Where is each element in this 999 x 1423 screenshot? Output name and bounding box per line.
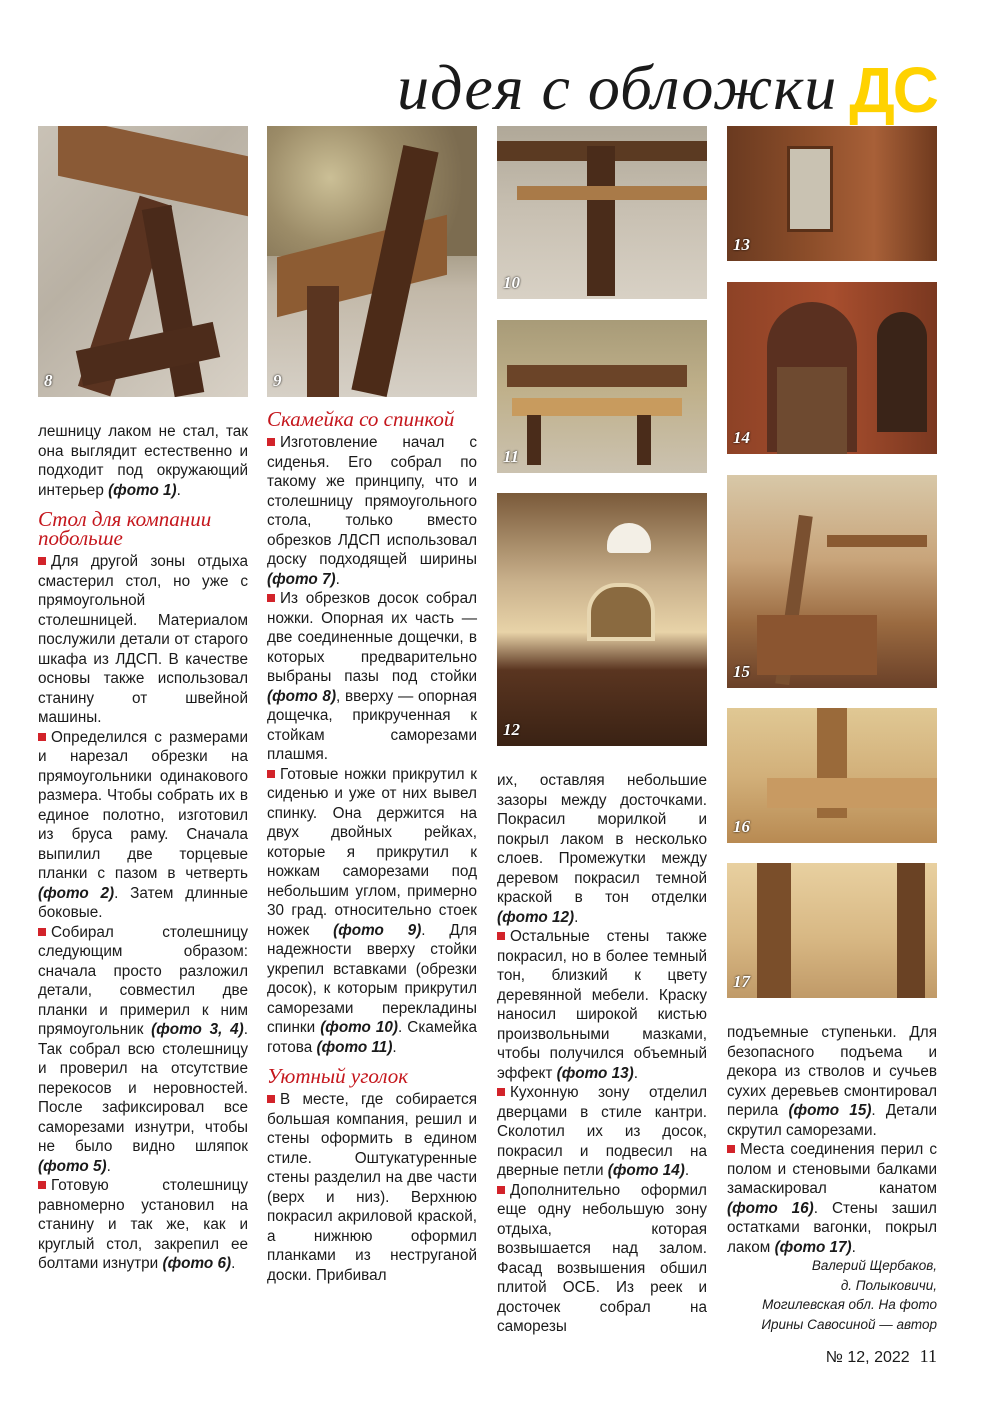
paragraph: Изготовление начал с сиденья. Его собрал по такому же принципу, что и столешницу прямоугольного стола, только вместо обрезков ЛДСП использовал доску подходящей ширины (фото 7).	[267, 434, 477, 588]
photo-number: 17	[733, 972, 750, 991]
column-3	[497, 771, 707, 1337]
photo-15	[727, 475, 937, 688]
paragraph: Из обрезков досок собрал ножки. Опорная их часть — две соединенные дощечки, в которых предварительно выбраны пазы под стойки (фото 8), вверху — опорная дощечка, прикрученная к стойкам саморезами плашмя.	[267, 590, 478, 763]
paragraph: Готовую столешницу равномерно установил на станину и так же, как и круглый стол, закрепил ее болтами изнутри (фото 6).	[38, 1177, 248, 1272]
photo-number: 9	[273, 371, 282, 390]
photo-9	[267, 126, 477, 397]
paragraph: Для другой зоны отдыха смастерил стол, но уже с прямоугольной столешницей. Материалом послужили детали от старого шкафа из ЛДСП. В качестве основы также использовал станину от швейной машины.	[38, 553, 248, 726]
author-signature: Валерий Щербаков, д. Полыковичи, Могилевская обл. На фото Ирины Савосиной — автор	[761, 1258, 937, 1332]
magazine-logo: ДС	[849, 54, 937, 126]
photo-11	[497, 320, 707, 473]
paragraph: лешницу лаком не стал, так она выглядит естественно и подходит под окружающий интерьер (фото 1).	[38, 423, 248, 499]
photo-12	[497, 493, 707, 746]
photo-ref: (фото 14)	[607, 1162, 685, 1179]
section-title: идея с обложки	[397, 52, 838, 123]
paragraph: Кухонную зону отделил дверцами в стиле кантри. Сколотил их из досок, покрасил и подвесил на дверные петли (фото 14).	[497, 1084, 707, 1179]
paragraph: Собирал столешницу следующим образом: сначала просто разложил детали, совместил две планки и примерил к ним прямоугольник (фото 3, 4). Так собрал всю столешницу и проверил на отсутствие перекосов и неровностей. После зафиксировал все саморезами изнутри, чтобы не было видно шляпок (фото 5).	[38, 923, 249, 1175]
subheading: Уютный уголок	[267, 1064, 409, 1088]
bullet-icon	[497, 1186, 505, 1194]
photo-ref: (фото 9)	[333, 921, 422, 939]
column-4	[727, 1023, 937, 1257]
paragraph: Готовые ножки прикрутил к сиденью и уже от них вывел спинку. Она держится на двух двойных рейках, которые я прикрутил к ножкам саморезами под небольшим углом, примерно 30 град. относительно стоек ножек (фото 9). Для надежности вверху стойки укрепил вставками (обрезки досок), к которым прикрутил саморезами перекладины спинки (фото 10). Скамейка готова (фото 11).	[267, 765, 477, 1056]
photo-14	[727, 282, 937, 454]
photo-ref: (фото 10)	[320, 1019, 399, 1036]
bullet-icon	[38, 928, 46, 936]
bullet-icon	[727, 1145, 735, 1153]
paragraph: Дополнительно оформил еще одну небольшую зону отдыха, которая возвышается над залом. Фасад возвышения обшил плитой ОСБ. Из реек и досточек собрал на саморезы	[497, 1181, 707, 1335]
paragraph: Остальные стены также покрасил, но в более темный тон, близкий к цвету деревянной мебели. Краску наносил широкой кистью произвольными мазками, чтобы получился объемный эффект (фото 13).	[497, 928, 707, 1082]
photo-ref: (фото 8)	[267, 687, 337, 705]
subheading: Скамейка со спинкой	[267, 407, 455, 431]
photo-ref: (фото 11)	[316, 1038, 393, 1056]
paragraph: их, оставляя небольшие зазоры между досточками. Покрасил морилкой и покрыл лаком в несколько слоев. Промежутки между деревом покрасил темной краской в тон отделки (фото 12).	[497, 772, 707, 926]
bullet-icon	[38, 557, 46, 565]
photo-ref: (фото 15)	[788, 1102, 872, 1119]
photo-ref: (фото 12)	[497, 908, 575, 926]
photo-13	[727, 126, 937, 261]
bullet-icon	[497, 1088, 505, 1096]
column-1	[38, 422, 248, 1274]
paragraph: Определился с размерами и нарезал обрезки на прямоугольники одинакового размера. Чтобы собрать их в единое полотно, изготовил из бруса раму. Сначала выпилил две торцевые планки с пазом в четверть (фото 2). Затем длинные боковые.	[38, 728, 249, 921]
paragraph: Места соединения перил с полом и стеновыми балками замаскировал канатом (фото 16). Стены зашил остатками вагонки, покрыл лаком (фото 17).	[727, 1141, 937, 1256]
photo-16	[727, 708, 937, 843]
section-header	[397, 50, 937, 126]
issue-number: № 12, 2022	[825, 1349, 910, 1366]
photo-17	[727, 863, 937, 998]
column-2	[267, 407, 478, 1285]
paragraph: В месте, где собирается большая компания, решил и стены оформить в едином стиле. Оштукатуренные стены разделил на две части (верх и низ). Верхнюю покрасил акриловой краской, а нижнюю оформил планками из неструганой доски. Прибивал	[267, 1091, 477, 1284]
photo-ref: (фото 17)	[774, 1238, 852, 1256]
photo-ref: (фото 13)	[556, 1064, 634, 1082]
bullet-icon	[267, 1095, 275, 1103]
paragraph: подъемные ступеньки. Для безопасного подъема и декора из стволов и сучьев сухих деревьев смонтировал перила (фото 15). Детали скрутил саморезами.	[727, 1024, 937, 1139]
photo-ref: (фото 3, 4)	[151, 1021, 244, 1038]
page-footer	[826, 1346, 937, 1367]
photo-ref: (фото 1)	[108, 481, 177, 499]
photo-number: 16	[733, 817, 750, 836]
photo-number: 10	[503, 273, 520, 292]
photo-ref: (фото 7)	[267, 570, 336, 588]
photo-number: 14	[733, 428, 750, 447]
photo-number: 12	[503, 720, 520, 739]
photo-number: 13	[733, 235, 750, 254]
bullet-icon	[38, 733, 46, 741]
photo-ref: (фото 6)	[162, 1255, 232, 1272]
bullet-icon	[267, 594, 275, 602]
photo-10	[497, 126, 707, 299]
bullet-icon	[267, 438, 275, 446]
bullet-icon	[497, 932, 505, 940]
photo-ref: (фото 16)	[727, 1199, 814, 1217]
page-number: 11	[919, 1346, 937, 1366]
subheading: Стол для компании побольше	[38, 507, 212, 550]
photo-number: 15	[733, 662, 750, 681]
bullet-icon	[267, 770, 275, 778]
photo-ref: (фото 5)	[38, 1157, 107, 1175]
photo-number: 11	[503, 447, 520, 466]
photo-8	[38, 126, 248, 397]
photo-number: 8	[44, 371, 53, 390]
bullet-icon	[38, 1181, 46, 1189]
photo-ref: (фото 2)	[38, 884, 115, 902]
